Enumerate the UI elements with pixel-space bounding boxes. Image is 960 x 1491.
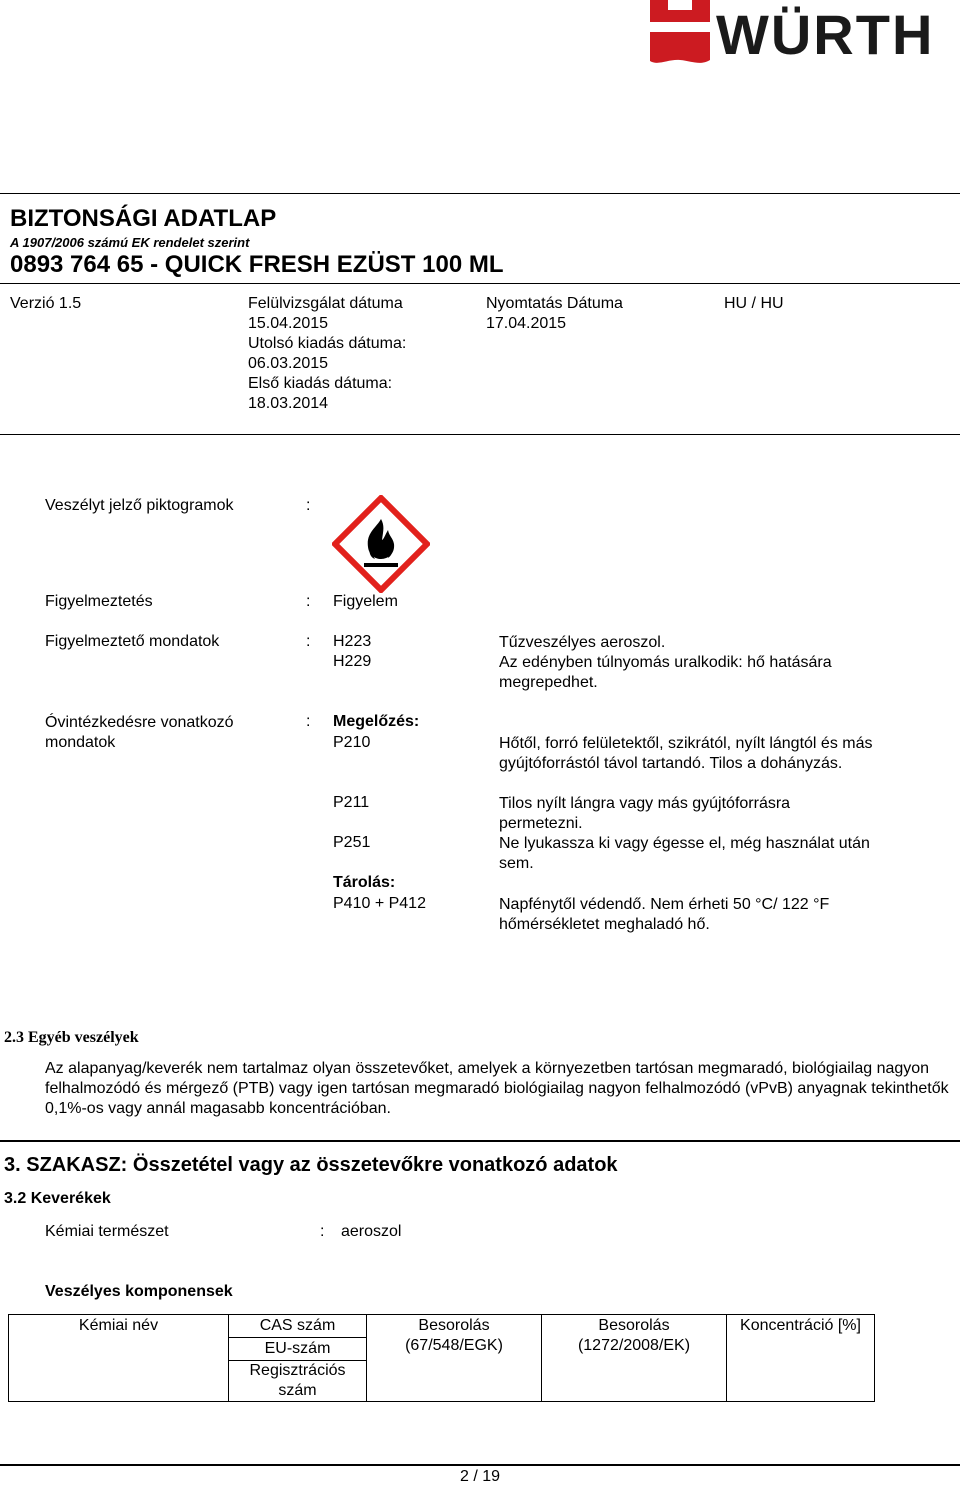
precaution-label: Óvintézkedésre vonatkozó mondatok (45, 714, 234, 751)
version: Verzió 1.5 (10, 295, 82, 312)
p-code: P211 (333, 794, 370, 811)
col-reg: Regisztrációs szám (249, 1362, 346, 1399)
wurth-logo (648, 0, 958, 68)
last-issue-label: Utolsó kiadás dátuma: (248, 335, 407, 352)
colon: : (320, 1223, 325, 1240)
col-concentration: Koncentráció [%] (727, 1315, 875, 1402)
first-issue-date: 18.03.2014 (248, 395, 329, 412)
signal-value: Figyelem (333, 593, 398, 610)
h-text: Tűzveszélyes aeroszol. (499, 634, 666, 651)
p-text: Napfénytől védendő. Nem érheti 50 °C/ 122 °F hőmérsékletet meghaladó hő. (499, 896, 830, 933)
header-title-rule (0, 283, 960, 284)
statements-label: Figyelmeztető mondatok (45, 633, 220, 650)
print-label: Nyomtatás Dátuma (486, 295, 623, 312)
print-date: 17.04.2015 (486, 315, 567, 332)
page-number: 2 / 19 (459, 1468, 501, 1485)
col-ids (229, 1315, 367, 1402)
p-text: Hőtől, forró felületektől, szikrától, nyílt lángtól és más gyújtóforrástól távol tartandó. Tilos a dohányzás. (499, 735, 873, 772)
section-2-3-heading: 2.3 Egyéb veszélyek (4, 1029, 139, 1046)
colon: : (306, 497, 311, 514)
colon: : (306, 713, 311, 730)
first-issue-label: Első kiadás dátuma: (248, 375, 393, 392)
pictogram-label: Veszélyt jelző piktogramok (45, 497, 234, 514)
prevention-heading: Megelőzés: (333, 713, 420, 730)
components-table (8, 1314, 875, 1402)
col-eu: EU-szám (229, 1338, 366, 1361)
section-3-heading: 3. SZAKASZ: Összetétel vagy az összetevőkre vonatkozó adatok (4, 1154, 618, 1176)
h-text: Az edényben túlnyomás uralkodik: hő hatására megrepedhet. (499, 654, 832, 691)
colon: : (306, 633, 311, 650)
product-title: 0893 764 65 - QUICK FRESH EZÜST 100 ML (10, 251, 504, 278)
h-code: H229 (333, 653, 372, 670)
p-text: Ne lyukassza ki vagy égesse el, még használat után sem. (499, 835, 870, 872)
last-issue-date: 06.03.2015 (248, 355, 329, 372)
regulation-note: A 1907/2006 számú EK rendelet szerint (10, 235, 250, 250)
table-header-row (9, 1315, 875, 1402)
storage-heading: Tárolás: (333, 874, 396, 891)
p-code: P251 (333, 834, 371, 851)
header-bottom-rule (0, 434, 960, 435)
col-class-1: Besorolás (67/548/EGK) (367, 1315, 542, 1402)
locale: HU / HU (724, 295, 784, 312)
col-cas: CAS szám (229, 1315, 366, 1338)
revision-date: 15.04.2015 (248, 315, 329, 332)
p-code: P210 (333, 734, 371, 751)
header-top-rule (0, 193, 960, 194)
signal-label: Figyelmeztetés (45, 593, 153, 610)
section-3-2-heading: 3.2 Keverékek (4, 1190, 111, 1207)
col-class-2: Besorolás (1272/2008/EK) (542, 1315, 727, 1402)
colon: : (306, 593, 311, 610)
p-code: P410 + P412 (333, 895, 426, 912)
col-name: Kémiai név (9, 1315, 229, 1402)
components-heading: Veszélyes komponensek (45, 1283, 233, 1300)
nature-value: aeroszol (341, 1223, 402, 1240)
doc-title: BIZTONSÁGI ADATLAP (10, 205, 277, 232)
section-2-3-text: Az alapanyag/keverék nem tartalmaz olyan összetevőket, amelyek a környezetben tartósan megmaradó, biológiailag nagyon felhalmozódó és mérgező (PTB) vagy igen tartósan megmaradó biológiailag nagyon felhalmozódó (vPvB) anyagnak tekinthetők 0,1%-os vagy annál magasabb koncentrációban. (45, 1060, 949, 1117)
nature-label: Kémiai természet (45, 1223, 169, 1240)
section-3-rule (0, 1140, 960, 1142)
footer-rule (0, 1464, 960, 1466)
p-text: Tilos nyílt lángra vagy más gyújtóforrásra permetezni. (499, 795, 791, 832)
flame-icon (332, 495, 430, 593)
brand-wordmark: WÜRTH (716, 3, 935, 66)
revision-label: Felülvizsgálat dátuma (248, 295, 403, 312)
h-code: H223 (333, 633, 372, 650)
